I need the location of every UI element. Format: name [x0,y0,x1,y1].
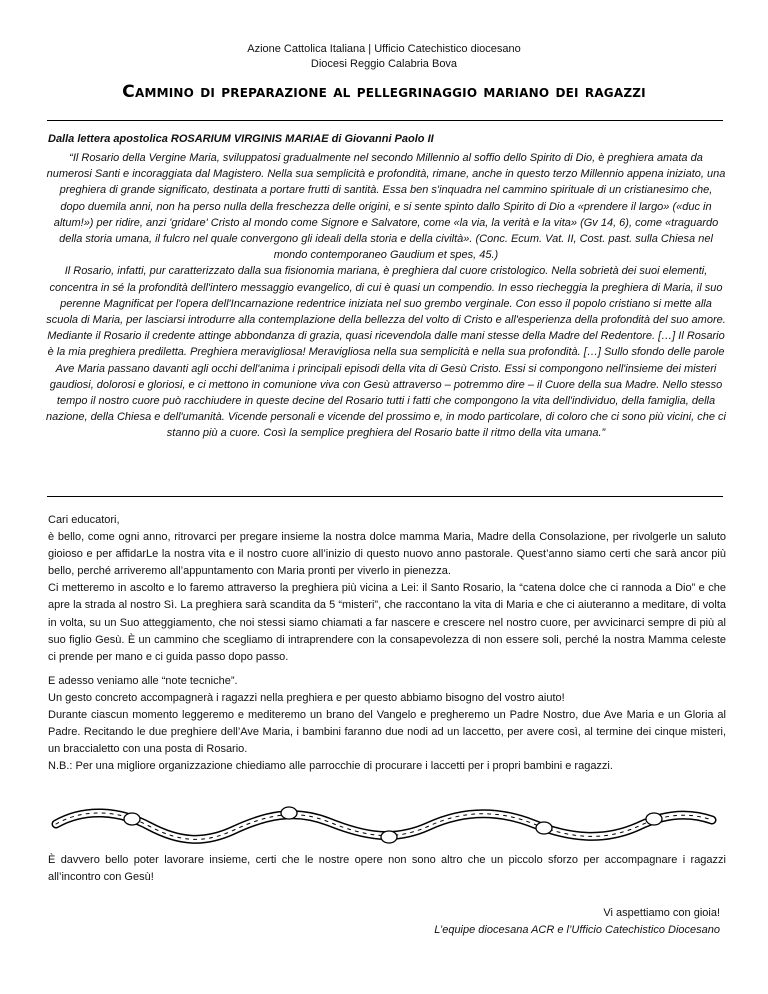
signature-block [320,905,720,939]
letter-paragraph-2: Ci metteremo in ascolto e lo faremo attraverso la preghiera più vicina a Lei: il Santo Rosario, la “catena dolce che ci rannoda a Dio” e che apre la strada al nostro Sì. La preghiera sarà scandita da 5 “misteri”, che raccontano la vita di Maria e che ci aiuteranno a meditare, di volta in volta, su un Suo atteggiamento, che noi stessi siamo chiamati a far nascere e crescere nel nostro cuore, per avvicinarci sempre di più al suo figlio Gesù. È un cammino che scegliamo di intraprendere con la consapevolezza di non essere soli, perché la nostra Mamma celeste ci prende per mano e ci guida passo dopo passo. [48,582,726,663]
rope-knot [381,831,397,843]
divider-top [47,120,723,121]
divider-bottom [47,496,723,497]
quote-paragraph-1: “Il Rosario della Vergine Maria, sviluppatosi gradualmente nel secondo Millennio al soffio dello Spirito di Dio, è preghiera amata da numerosi Santi e incoraggiata dal Magistero. Nella sua semplicità e profondità, rimane, anche in questo terzo Millennio appena iniziato, una preghiera di grande significato, destinata a portare frutti di santità. Essa ben s'inquadra nel cammino spirituale di un cristianesimo che, dopo duemila anni, non ha perso nulla della freschezza delle origini, e si sente spinto dallo Spirito di Dio a «prendere il largo» («duc in altum!») per ridire, anzi 'gridare' Cristo al mondo come Signore e Salvatore, come «la via, la verità e la vita» (Gv 14, 6), come «traguardo della storia umana, il fulcro nel quale convergono gli ideali della storia e della civiltà». (Conc. Ecum. Vat. II, Cost. past. sulla Chiesa nel mondo contemporaneo Gaudium et spes, 45.) [46,152,726,262]
closing-text [48,852,726,886]
header-diocese: Diocesi Reggio Calabria Bova [310,58,458,70]
header-organization: Azione Cattolica Italiana | Ufficio Catechistico diocesano [247,43,521,55]
letter-paragraph-3: E adesso veniamo alle “note tecniche”. [48,674,238,687]
letter-body [48,512,726,775]
rope-knot [281,807,297,819]
signature-greeting: Vi aspettiamo con gioia! [603,907,720,919]
letter-note: N.B.: Per una migliore organizzazione chiediamo alle parrocchie di procurare i laccetti per i propri bambini e ragazzi. [48,760,613,773]
rope-knot [124,813,140,825]
letter-paragraph-1: è bello, come ogni anno, ritrovarci per pregare insieme la nostra dolce mamma Maria, Madre della Consolazione, per rivolgerle un saluto gioioso e per affidarLe la nostra vita e il nostro cuore all’inizio di questo nuovo anno pastorale. Quest’anno siamo certi che sarà ancor più bello, perché arriveremo all’appuntamento con Maria pronti per viverlo in pienezza. [48,531,726,578]
rope-knot [536,822,552,834]
rope-knot [646,813,662,825]
quote-paragraph-2: Il Rosario, infatti, pur caratterizzato dalla sua fisionomia mariana, è preghiera dal cuore cristologico. Nella sobrietà dei suoi elementi, concentra in sé la profondità dell'intero messaggio evangelico, di cui è quasi un compendio. In esso riecheggia la preghiera di Maria, il suo perenne Magnificat per l'opera dell'Incarnazione redentrice iniziata nel suo grembo verginale. Con esso il popolo cristiano si mette alla scuola di Maria, per lasciarsi introdurre alla contemplazione della bellezza del volto di Cristo e all'esperienza della profondità del suo amore. Mediante il Rosario il credente attinge abbondanza di grazia, quasi ricevendola dalle mani stesse della Madre del Redentore. […] Il Rosario è la mia preghiera prediletta. Preghiera meravigliosa! Meravigliosa nella sua semplicità e nella sua profondità. […] Sullo sfondo delle parole Ave Maria passano davanti agli occhi dell'anima i principali episodi della vita di Gesù Cristo. Essi si compongono nell'insieme dei misteri gaudiosi, dolorosi e gloriosi, e ci mettono in comunione viva con Gesù attraverso – potremmo dire – il Cuore della sua Madre. Nello stesso tempo il nostro cuore può racchiudere in queste decine del Rosario tutti i fatti che compongono la vita dell'individuo, della famiglia, della nazione, della Chiesa e dell'umanità. Vicende personali e vicende del prossimo e, in modo particolare, di coloro che ci sono più vicini, che ci stanno più a cuore. Così la semplice preghiera del Rosario batte il ritmo della vita umana.” [46,265,727,440]
quote-heading: Dalla lettera apostolica ROSARIUM VIRGINIS MARIAE di Giovanni Paolo II [48,133,434,145]
knotted-rope-illustration [44,798,724,858]
page-title: Cammino di preparazione al pellegrinaggio mariano dei ragazzi [122,82,646,102]
signature-authors: L’equipe diocesana ACR e l’Ufficio Catechistico Diocesano [434,924,720,936]
letter-paragraph-4: Un gesto concreto accompagnerà i ragazzi nella preghiera e per questo abbiamo bisogno del vostro aiuto! [48,691,565,704]
closing-paragraph: È davvero bello poter lavorare insieme, certi che le nostre opere non sono altro che un piccolo sforzo per accompagnare i ragazzi all’incontro con Gesù! [48,854,726,883]
quote-block [46,150,726,442]
letter-paragraph-5: Durante ciascun momento leggeremo e mediteremo un brano del Vangelo e pregheremo un Padre Nostro, due Ave Maria e un Gloria al Padre. Recitando le due preghiere dell’Ave Maria, i bambini faranno due nodi ad un laccetto, per avere così, al termine dei cinque misteri, un braccialetto con una posta di Rosario. [48,709,726,756]
letter-greeting: Cari educatori, [48,514,120,526]
